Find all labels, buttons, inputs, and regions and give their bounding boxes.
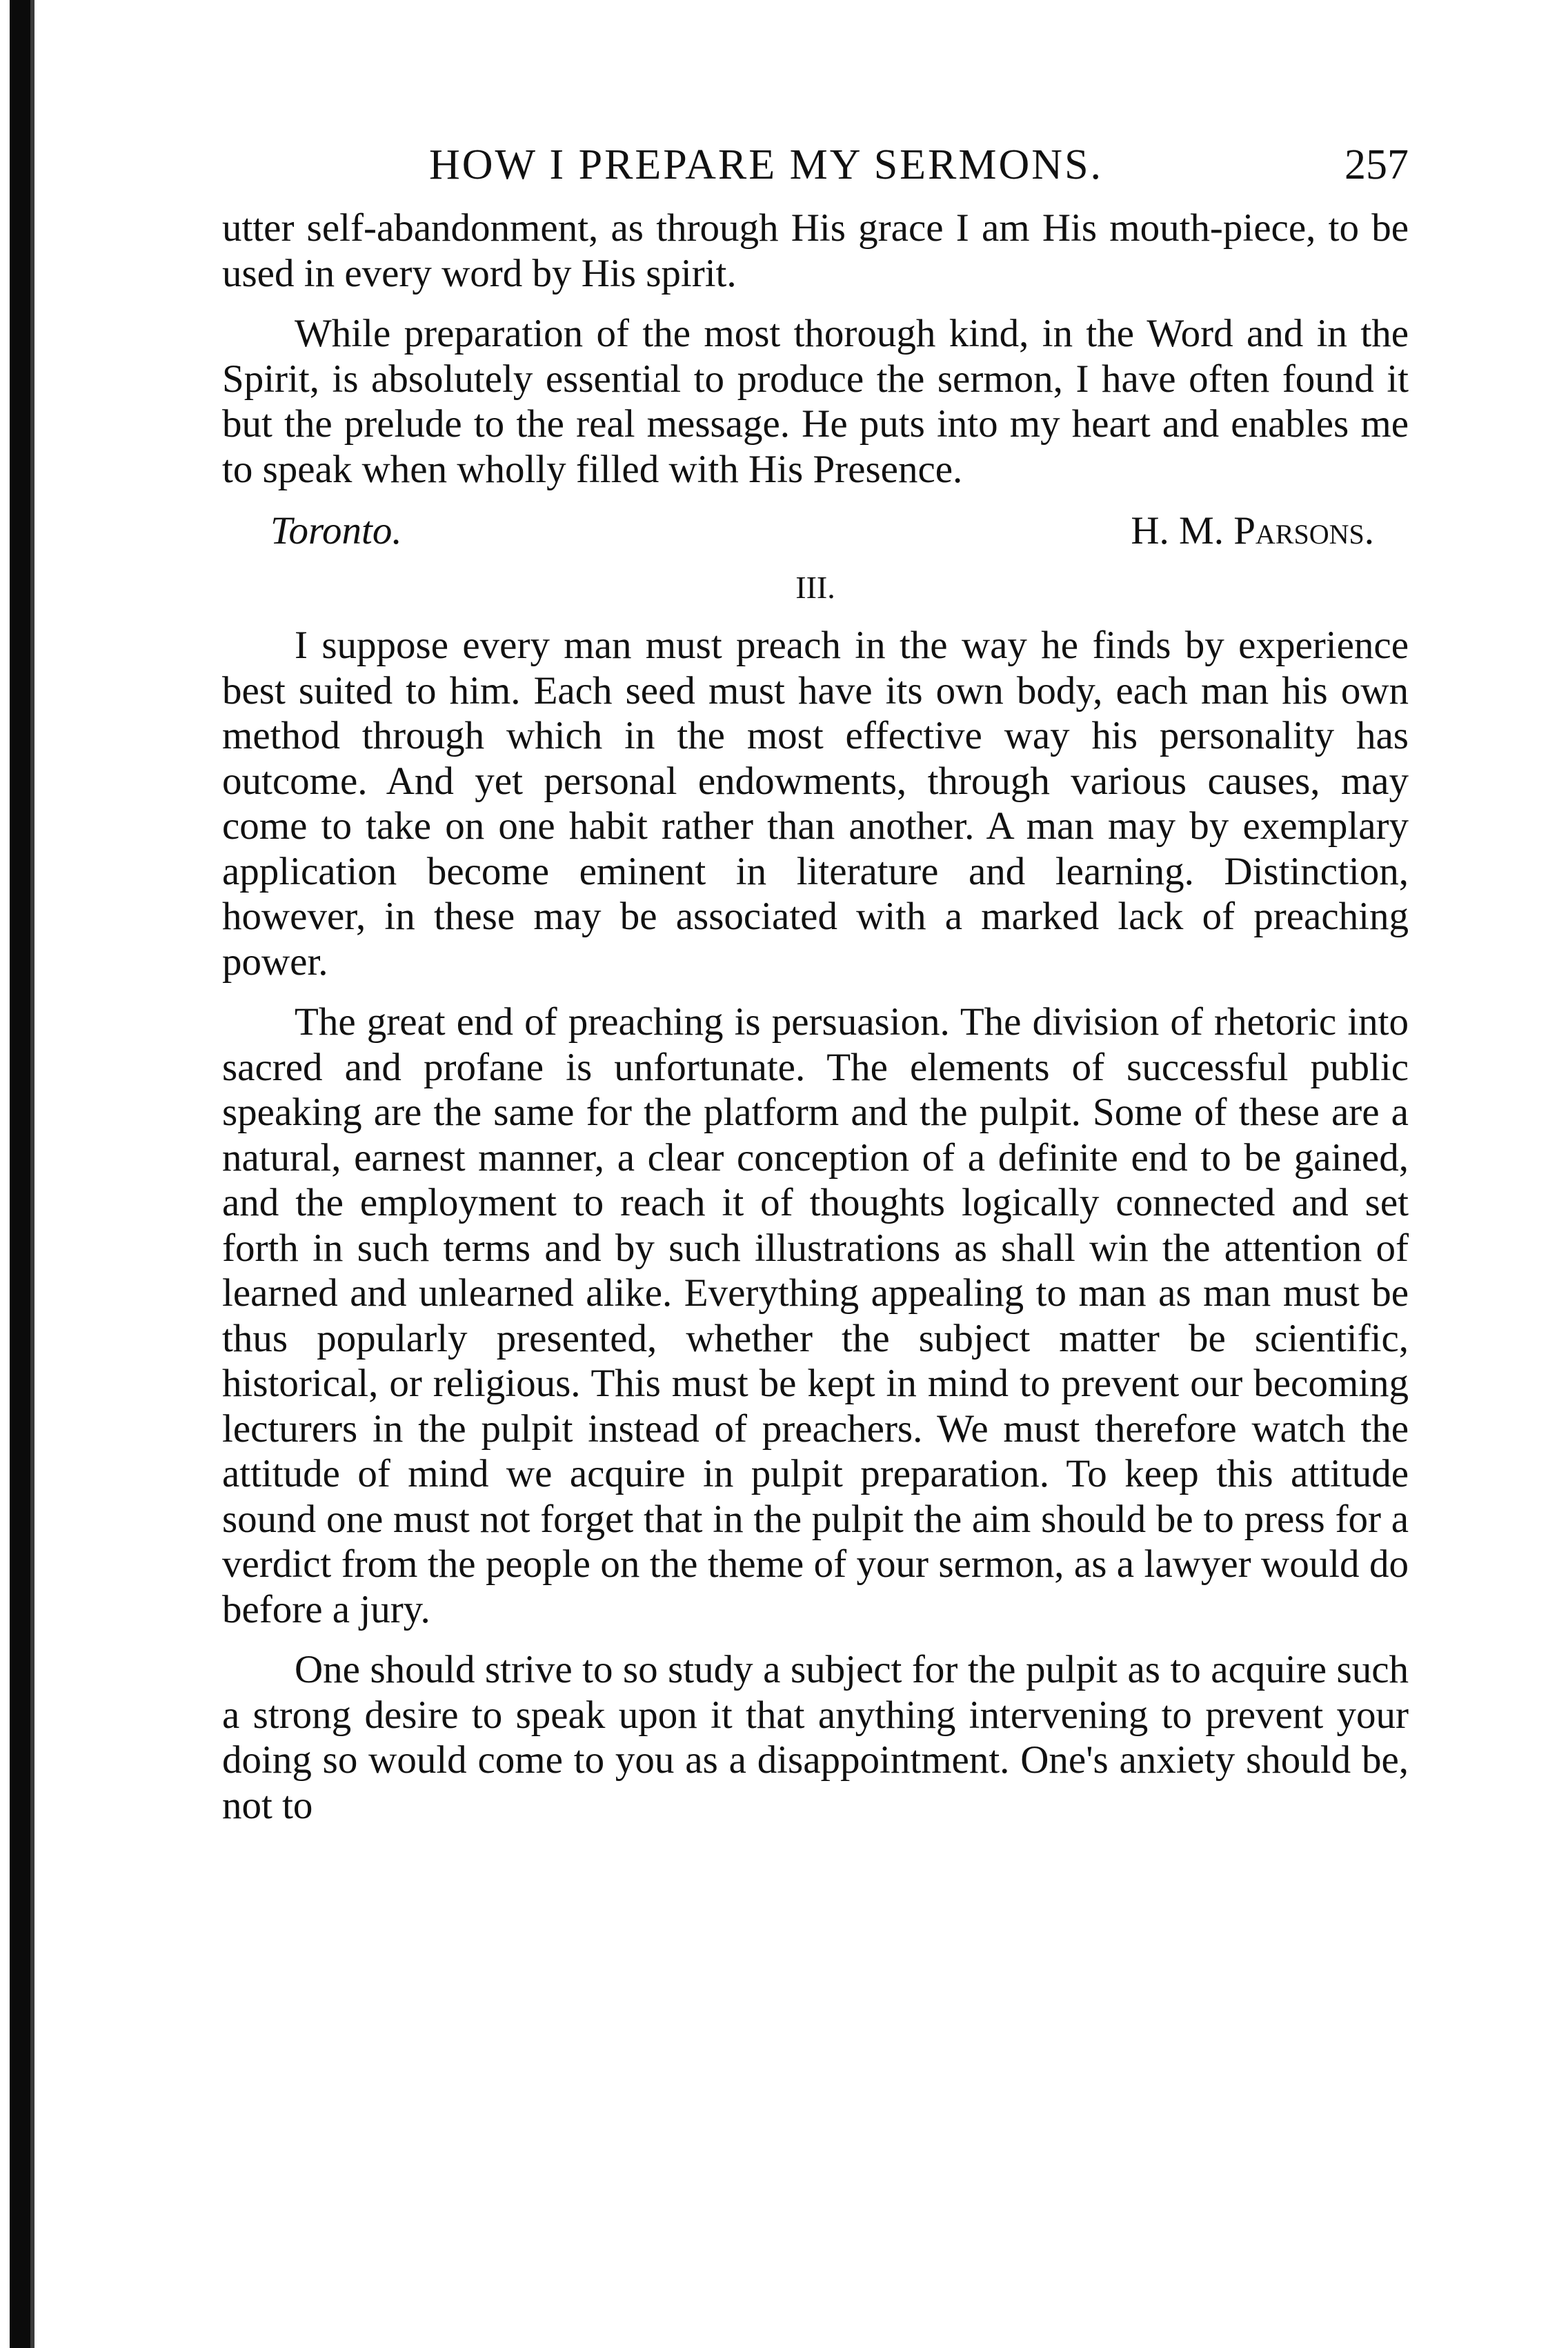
book-spine-edge <box>30 0 34 2348</box>
paragraph: One should strive to so study a subject for the pulpit as to acquire such a strong desire to speak upon it that anything intervening to prevent your doing so would come to you as a disappointment. One's anxiety should be, not to <box>222 1648 1409 1827</box>
book-spine-shadow <box>10 0 30 2348</box>
paragraph: I suppose every man must preach in the way he finds by experience best suited to him. Each seed must have its own body, each man his own method through which in the most effective way his personality has outcome. And yet personal endowments, through various causes, may come to take on one habit rather than another. A man may by exemplary application become eminent in literature and learning. Distinction, however, in these may be associated with a marked lack of preaching power. <box>222 624 1409 984</box>
signature-place: Toronto. <box>270 509 402 553</box>
book-page <box>222 138 1409 1843</box>
section-numeral: III. <box>795 570 835 605</box>
paragraph: The great end of preaching is persuasion. The division of rhetoric into sacred and profane is unfortunate. The elements of successful public speaking are the same for the platform and the pulpit. Some of these are a natural, earnest manner, a clear conception of a definite end to be gained, and the employment to reach it of thoughts logically connected and set forth in such terms and by such illustrations as shall win the attention of learned and unlearned alike. Everything appealing to man as man must be thus popularly presented, whether the subject matter be scientific, historical, or religious. This must be kept in mind to prevent our becoming lecturers in the pulpit instead of preachers. We must therefore watch the attitude of mind we acquire in pulpit preparation. To keep this attitude sound one must not forget that in the pulpit the aim should be to press for a verdict from the people on the theme of your sermon, as a lawyer would do before a jury. <box>222 1000 1409 1631</box>
paragraph-continued: utter self-abandonment, as through His grace I am His mouth-piece, to be used in every word by His spirit. <box>222 206 1409 295</box>
signature-block <box>222 507 1409 555</box>
signature-name: H. M. Parsons. <box>1131 509 1374 553</box>
running-head <box>222 138 1409 192</box>
paragraph: While preparation of the most thorough kind, in the Word and in the Spirit, is absolutely essential to produce the sermon, I have often found it but the prelude to the real message. He puts into my heart and enables me to speak when wholly filled with His Presence. <box>222 312 1409 491</box>
page-number: 257 <box>1344 141 1409 188</box>
running-head-title: HOW I PREPARE MY SERMONS. <box>429 141 1104 188</box>
